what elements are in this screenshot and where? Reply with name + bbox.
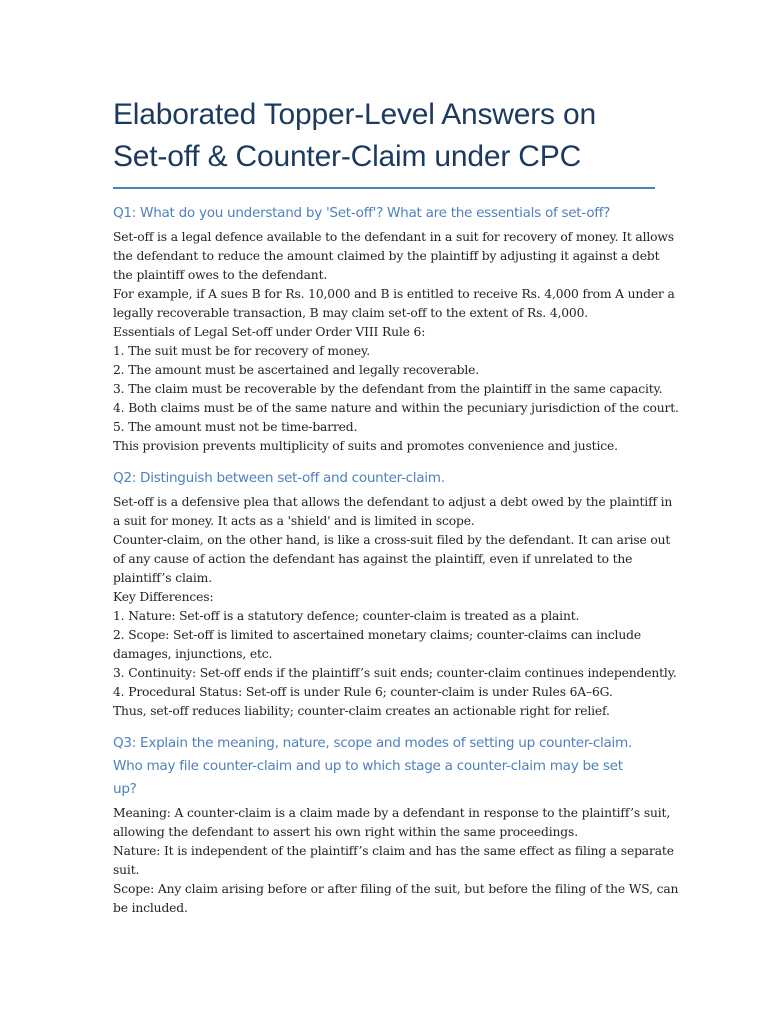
answer-line: Set-off is a legal defence available to the defendant in a suit for recovery of money. It allows (113, 230, 674, 244)
answer-line: plaintiff’s claim. (113, 571, 212, 585)
question-line: up? (113, 781, 137, 797)
answer-line: For example, if A sues B for Rs. 10,000 and B is entitled to receive Rs. 4,000 from A under a (113, 287, 675, 301)
document-title (113, 94, 658, 178)
title-underline (113, 187, 655, 189)
answer-line: be included. (113, 901, 188, 915)
answer-line: Nature: It is independent of the plaintiff’s claim and has the same effect as filing a separate (113, 844, 674, 858)
answer-body (113, 804, 679, 918)
answer-line: 2. The amount must be ascertained and legally recoverable. (113, 363, 480, 377)
answer-line: 4. Procedural Status: Set-off is under Rule 6; counter-claim is under Rules 6A–6G. (113, 685, 613, 699)
answer-line: 2. Scope: Set-off is limited to ascertained monetary claims; counter-claims can include (113, 628, 641, 642)
question-section-3 (113, 732, 679, 918)
answer-line: Meaning: A counter-claim is a claim made by a defendant in response to the plaintiff’s suit, (113, 806, 671, 820)
answer-line: allowing the defendant to assert his own right within the same proceedings. (113, 825, 578, 839)
answer-line: suit. (113, 863, 140, 877)
answer-line: of any cause of action the defendant has against the plaintiff, even if unrelated to the (113, 552, 633, 566)
document-page (113, 0, 679, 918)
answer-line: 1. The suit must be for recovery of money. (113, 344, 370, 358)
answer-line: Set-off is a defensive plea that allows the defendant to adjust a debt owed by the plaintiff in (113, 495, 673, 509)
question-heading (113, 202, 658, 225)
question-section-2 (113, 467, 677, 721)
answer-line: the defendant to reduce the amount claimed by the plaintiff by adjusting it against a debt (113, 249, 660, 263)
answer-body (113, 493, 677, 721)
answer-body (113, 228, 679, 456)
question-line: Q1: What do you understand by 'Set-off'? What are the essentials of set-off? (113, 205, 611, 221)
answer-line: Key Differences: (113, 590, 214, 604)
document-title-line: Set-off & Counter-Claim under CPC (113, 140, 582, 173)
question-line: Q2: Distinguish between set-off and counter-claim. (113, 470, 445, 486)
question-heading (113, 467, 658, 490)
answer-line: 1. Nature: Set-off is a statutory defence; counter-claim is treated as a plaint. (113, 609, 580, 623)
question-heading (113, 732, 658, 801)
answer-line: This provision prevents multiplicity of suits and promotes convenience and justice. (113, 439, 618, 453)
answer-line: Counter-claim, on the other hand, is like a cross-suit filed by the defendant. It can arise out (113, 533, 671, 547)
answer-line: the plaintiff owes to the defendant. (113, 268, 328, 282)
answer-line: Scope: Any claim arising before or after filing of the suit, but before the filing of the WS, can (113, 882, 679, 896)
answer-line: damages, injunctions, etc. (113, 647, 273, 661)
document-title-line: Elaborated Topper-Level Answers on (113, 98, 596, 131)
answer-line: Essentials of Legal Set-off under Order VIII Rule 6: (113, 325, 426, 339)
answer-line: a suit for money. It acts as a 'shield' and is limited in scope. (113, 514, 475, 528)
question-section-1 (113, 202, 679, 456)
answer-line: legally recoverable transaction, B may claim set-off to the extent of Rs. 4,000. (113, 306, 589, 320)
question-line: Who may file counter-claim and up to which stage a counter-claim may be set (113, 758, 623, 774)
answer-line: 3. The claim must be recoverable by the defendant from the plaintiff in the same capacity. (113, 382, 663, 396)
answer-line: Thus, set-off reduces liability; counter-claim creates an actionable right for relief. (113, 704, 610, 718)
answer-line: 3. Continuity: Set-off ends if the plaintiff’s suit ends; counter-claim continues independently. (113, 666, 677, 680)
answer-line: 4. Both claims must be of the same nature and within the pecuniary jurisdiction of the court. (113, 401, 679, 415)
question-line: Q3: Explain the meaning, nature, scope and modes of setting up counter-claim. (113, 735, 632, 751)
answer-line: 5. The amount must not be time-barred. (113, 420, 358, 434)
